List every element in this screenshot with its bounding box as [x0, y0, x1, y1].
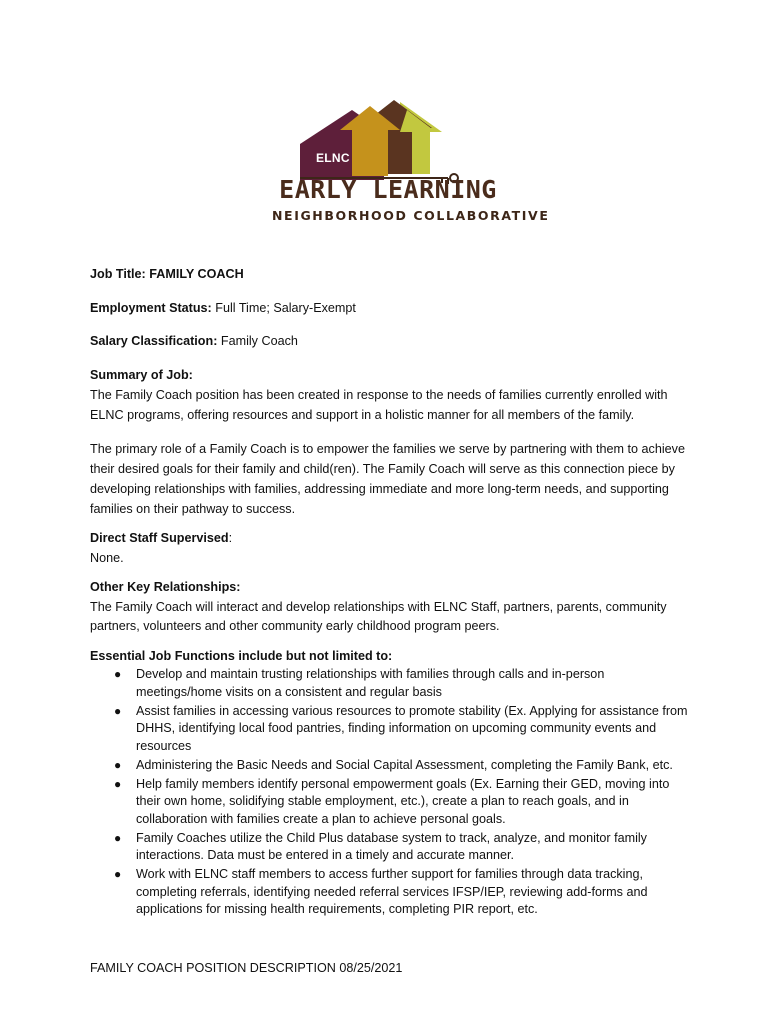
bullet-icon: ● — [114, 830, 122, 845]
bullet-icon: ● — [114, 703, 122, 718]
list-item: ● Assist families in accessing various resources to promote stability (Ex. Applying for assistance from DHHS, identifying local food pantries, finding information on upcoming community events and resources — [114, 703, 688, 753]
elnc-logo — [272, 92, 550, 227]
summary-paragraph-1: The Family Coach position has been created in response to the needs of families currently enrolled with ELNC programs, offering resources and support in a holistic manner for all members of the family. — [90, 388, 668, 422]
logo-subtitle: NEIGHBORHOOD COLLABORATIVE — [272, 208, 550, 223]
direct-staff-colon: : — [228, 531, 233, 545]
summary-paragraph-2: The primary role of a Family Coach is to empower the families we serve by partnering with them to achieve their desired goals for their family and child(ren). The Family Coach will serve as this connection piece by developing relationships with families, addressing immediate and more long-term needs, and supporting families on their pathway to success. — [90, 442, 685, 516]
job-title: Job Title: FAMILY COACH — [90, 267, 244, 281]
bullet-icon: ● — [114, 757, 122, 772]
document-body — [90, 265, 690, 920]
bullet-icon: ● — [114, 776, 122, 791]
essential-functions-list — [90, 666, 690, 919]
employment-status-label: Employment Status: — [90, 300, 212, 315]
list-item: ● Help family members identify personal empowerment goals (Ex. Earning their GED, moving into their own home, solidifying stable employment, etc.), create a plan to reach goals, and in collaboration with families create a plan to achieve personal goals. — [114, 776, 670, 826]
list-item: ● Work with ELNC staff members to access further support for families through data tracking, completing referrals, identifying needed referral services IFSP/IEP, reviewing add-forms and applications for missing health requirements, completing PIR report, etc. — [114, 867, 648, 916]
direct-staff-heading: Direct Staff Supervised — [90, 531, 229, 545]
logo-abbreviation: ELNC — [316, 151, 350, 165]
salary-classification — [90, 332, 690, 352]
essential-functions-heading: Essential Job Functions include but not limited to: — [90, 648, 393, 663]
other-relationships-text: The Family Coach will interact and develop relationships with ELNC Staff, partners, parents, community partners, volunteers and other community early childhood program peers. — [90, 599, 667, 633]
employment-status-value: Full Time; Salary-Exempt — [211, 300, 356, 315]
salary-classification-label: Salary Classification: — [90, 334, 218, 348]
list-item: ● Family Coaches utilize the Child Plus database system to track, analyze, and monitor family interactions. Data must be entered in a timely and accurate manner. — [114, 830, 647, 862]
employment-status — [90, 299, 690, 319]
summary-heading: Summary of Job: — [90, 367, 193, 382]
logo-title: EARLY LEARNING — [279, 175, 497, 204]
list-item: ● Administering the Basic Needs and Social Capital Assessment, completing the Family Bank, etc. — [90, 757, 690, 775]
direct-staff-value: None. — [90, 550, 124, 565]
logo-houses-graphic — [272, 92, 550, 227]
other-relationships-heading: Other Key Relationships: — [90, 580, 241, 594]
bullet-icon: ● — [114, 867, 122, 881]
direct-staff-heading-line — [90, 529, 690, 549]
bullet-icon: ● — [114, 667, 122, 681]
salary-classification-value: Family Coach — [217, 334, 298, 348]
page-footer: FAMILY COACH POSITION DESCRIPTION 08/25/2021 — [90, 961, 403, 975]
list-item: ● Develop and maintain trusting relationships with families through calls and in-person meetings/home visits on a consistent and regular basis — [114, 667, 605, 699]
